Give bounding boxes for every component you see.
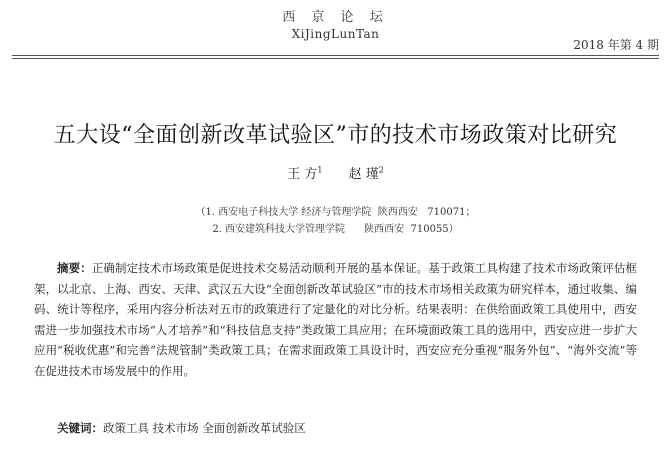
abstract-text: 正确制定技术市场政策是促进技术交易活动顺利开展的基本保证。基于政策工具构建了技术市场政策评估框架，以北京、上海、西安、天津、武汉五大设“全面创新改革试验区”市的技术市场相关政策为研究样本，通过收集、编码、统计等程序，采用内容分析法对五市的政策进行了定量化的对比分析。结果表明：在供给面政策工具使用中，西安需进一步加强技术市场“人才培养”和“科技信息支持”类政策工具应用；在环境面政策工具的选用中，西安应进一步扩大应用“税收优惠”和完善“法规管制”类政策工具；在需求面政策工具设计时，西安应充分重视“服务外包”、“海外交流”等在促进技术市场发展中的作用。 bbox=[34, 261, 638, 378]
keywords bbox=[34, 418, 637, 438]
author-2 bbox=[349, 163, 384, 182]
abstract bbox=[34, 258, 637, 381]
keywords-text: 政策工具 技术市场 全面创新改革试验区 bbox=[103, 421, 306, 435]
journal-name-en: XiJingLunTan bbox=[291, 27, 380, 41]
affiliation-1: （1. 西安电子科技大学 经济与管理学院 陕西西安 710071； bbox=[195, 207, 476, 218]
author-1-name: 王 方 bbox=[287, 167, 318, 182]
journal-name-cn: 西 京 论 坛 bbox=[282, 10, 389, 25]
affiliation-2: 2. 西安建筑科技大学管理学院 陕西西安 710055） bbox=[212, 224, 459, 235]
abstract-label: 摘要： bbox=[57, 261, 92, 275]
header-rule-top bbox=[12, 55, 659, 56]
author-2-mark: 2 bbox=[378, 165, 384, 175]
author-1-mark: 1 bbox=[317, 165, 323, 175]
keywords-label: 关键词： bbox=[57, 421, 103, 435]
author-2-name: 赵 瑾 bbox=[348, 167, 379, 182]
author-1 bbox=[287, 163, 322, 182]
header-rule-bottom bbox=[12, 58, 659, 59]
author-line bbox=[0, 163, 671, 182]
article-title: 五大设“全面创新改革试验区”市的技术市场政策对比研究 bbox=[53, 123, 618, 148]
issue-label: 2018 年第 4 期 bbox=[573, 38, 659, 52]
journal-header bbox=[0, 0, 671, 62]
